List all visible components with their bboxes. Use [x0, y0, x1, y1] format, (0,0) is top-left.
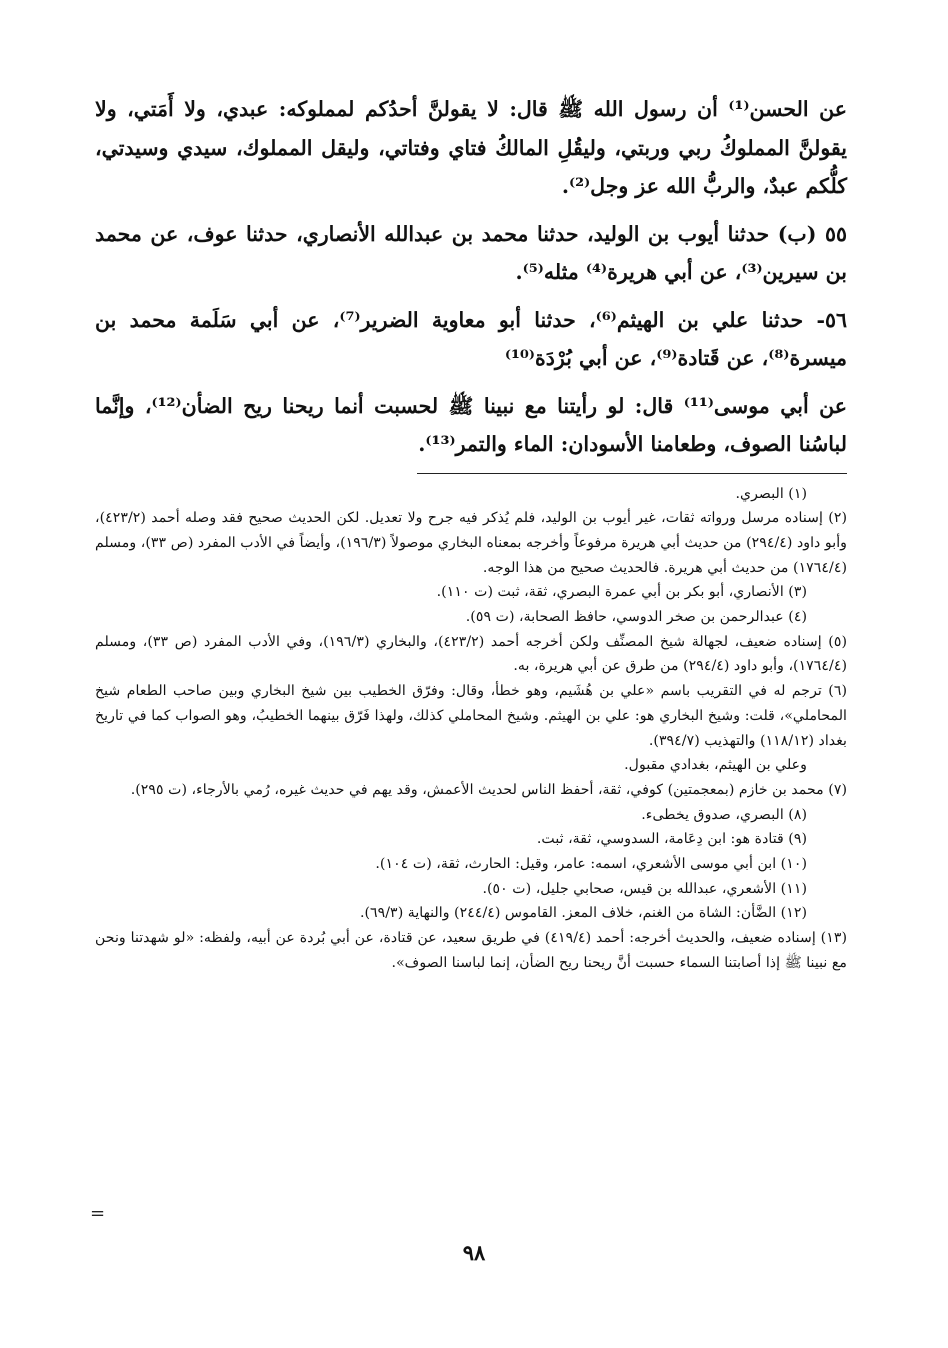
footnote-11: (١١) الأشعري، عبدالله بن قيس، صحابي جليل، (ت ٥٠). — [482, 880, 807, 897]
footnotes — [95, 482, 847, 976]
main-text — [95, 90, 847, 464]
footnote-12: (١٢) الضَّأن: الشاة من الغنم، خلاف المعز. القاموس (٢٤٤/٤) والنهاية (٦٩/٣). — [359, 905, 807, 922]
paragraph-hadith-56-isnad: ٥٦- حدثنا علي بن الهيثم⁽⁶⁾، حدثنا أبو معاوية الضرير⁽⁷⁾، عن أبي سَلَمة محمد بن ميسرة⁽⁸⁾، عن قَتادة⁽⁹⁾، عن أبي بُرْدَة⁽¹⁰⁾ — [95, 307, 847, 370]
footnote-6: (٦) ترجم له في التقريب باسم «علي بن هُشَيم، وهو خطأ، وقال: وفرّق الخطيب بين شيخ البخاري وبين صاحب الطعام شيخ المحاملي»، قلت: وشيخ البخاري هو: علي بن الهيثم. وشيخ المحاملي كذلك، ولهذا فَرّق بينهما الخطيبُ، وهو الصواب كما في تاريخ بغداد (١١٨/١٢) والتهذيب (٣٩٤/٧). — [95, 683, 847, 749]
footnote-9: (٩) قتادة هو: ابن دِعَامة، السدوسي، ثقة، ثبت. — [536, 831, 807, 848]
footnote-separator — [417, 473, 847, 474]
footnote-2: (٢) إسناده مرسل ورواته ثقات، غير أيوب بن الوليد، فلم يُذكر فيه جرح ولا تعديل. لكن الحديث صحيح فقد وصله أحمد (٤٢٣/٢)، وأبو داود (٢٩٤/٤) من حديث أبي هريرة مرفوعاً وأخرجه بمعناه البخاري موصولاً (١٩٦/٣)، وأيضاً في الأدب المفرد (ص ٣٣)، ومسلم (١٧٦٤/٤) من حديث أبي هريرة. فالحديث صحيح من هذا الوجه. — [95, 510, 847, 576]
footnote-8: (٨) البصري، صدوق يخطىء. — [641, 806, 807, 823]
footnote-13: (١٣) إسناده ضعيف، والحديث أخرجه: أحمد (٤١٩/٤) في طريق سعيد، عن قتادة، عن أبي بُردة عن أبيه، ولفظه: «لو شهدتنا ونحن مع نبينا ﷺ إذا أصابتنا السماء حسبت أنَّ ريحنا ريح الضأن، إنما لباسنا الصوف». — [95, 930, 847, 971]
footnote-6-continued: وعلي بن الهيثم، بغدادي مقبول. — [624, 757, 807, 774]
margin-continuation-mark: = — [90, 1203, 106, 1224]
page-number: ٩٨ — [462, 1240, 486, 1265]
footnote-1: (١) البصري. — [735, 485, 807, 502]
paragraph-hadith-54: عن الحسن⁽¹⁾ أن رسول الله ﷺ قال: لا يقولنَّ أحدُكم لمملوكه: عبدي، ولا أَمَتي، ولا يقولنَّ المملوكُ ربي وربتي، وليقُلِ المالكُ فتاي وفتاتي، وليقل المملوك، سيدي وسيدتي، كلُّكم عبدٌ، والربُّ الله عز وجل⁽²⁾. — [95, 97, 847, 198]
page-body — [95, 90, 847, 976]
footnote-10: (١٠) ابن أبي موسى الأشعري، اسمه: عامر، وقيل: الحارث، ثقة، (ت ١٠٤). — [375, 856, 807, 873]
footnote-3: (٣) الأنصاري، أبو بكر بن أبي عمرة البصري، ثقة، ثبت (ت ١١٠). — [436, 584, 807, 601]
footnote-4: (٤) عبدالرحمن بن صخر الدوسي، حافظ الصحابة، (ت ٥٩). — [465, 609, 807, 626]
paragraph-hadith-55: ٥٥ (ب) حدثنا أيوب بن الوليد، حدثنا محمد بن عبدالله الأنصاري، حدثنا عوف، عن محمد بن سيرين⁽³⁾، عن أبي هريرة⁽⁴⁾ مثله⁽⁵⁾. — [95, 221, 847, 284]
footnote-5: (٥) إسناده ضعيف، لجهالة شيخ المصنِّف ولكن أخرجه أحمد (٤٢٣/٢)، والبخاري (١٩٦/٣)، وفي الأدب المفرد (ص ٣٣)، ومسلم (١٧٦٤/٤)، وأبو داود (٢٩٤/٤) من طرق عن أبي هريرة، به. — [95, 633, 847, 675]
footnote-7: (٧) محمد بن خازم (بمعجمتين) كوفي، ثقة، أحفظ الناس لحديث الأعمش، وقد يهم في حديث غيره، رُمي بالأرجاء، (ت ٢٩٥). — [130, 781, 847, 798]
paragraph-hadith-56-matn: عن أبي موسى⁽¹¹⁾ قال: لو رأيتنا مع نبينا ﷺ لحسبت أنما ريحنا ريح الضأن⁽¹²⁾، وإنَّما لباسُنا الصوف، وطعامنا الأسودان: الماء والتمر⁽¹³⁾. — [95, 393, 847, 456]
